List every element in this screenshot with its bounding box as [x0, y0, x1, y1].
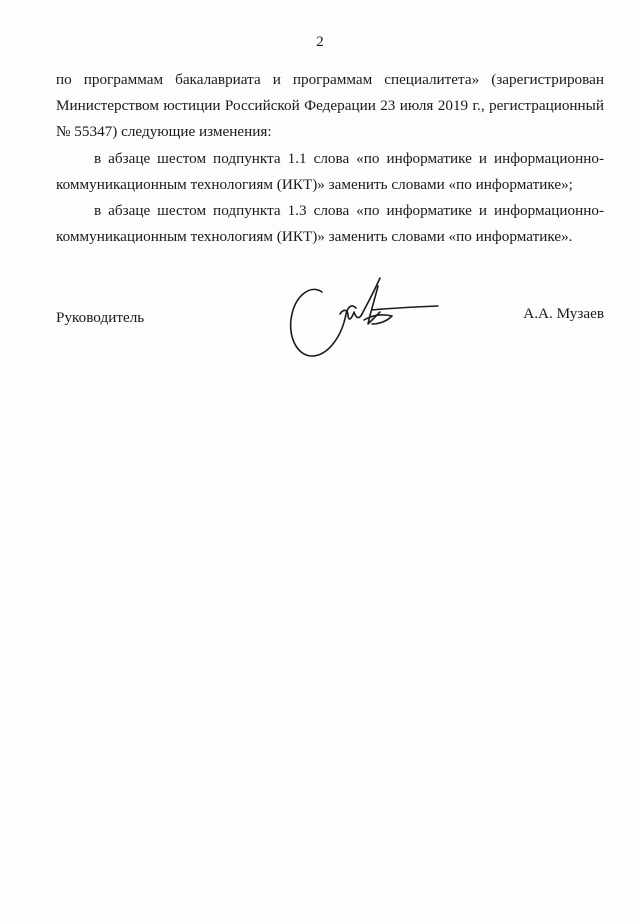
signature-block [0, 270, 640, 380]
paragraph-line: № 55347) следующие изменения: [56, 123, 272, 140]
paragraph-intro [56, 67, 604, 145]
paragraph-amendment-2 [56, 198, 604, 250]
signer-role: Руководитель [56, 309, 145, 326]
signer-name: А.А. Музаев [523, 305, 604, 322]
paragraph-line: коммуникационным технологиям (ИКТ)» заменить словами «по информатике». [56, 228, 573, 245]
paragraph-line: коммуникационным технологиям (ИКТ)» заменить словами «по информатике»; [56, 176, 573, 193]
paragraph-line: в абзаце шестом подпункта 1.3 слова «по информатике и информационно- [94, 202, 604, 219]
page-number: 2 [316, 34, 324, 50]
paragraph-amendment-1 [56, 146, 604, 198]
paragraph-line: в абзаце шестом подпункта 1.1 слова «по информатике и информационно- [94, 150, 604, 167]
paragraph-line: по программам бакалавриата и программам специалитета» (зарегистрирован [56, 71, 604, 88]
paragraph-line: Министерством юстиции Российской Федерации 23 июля 2019 г., регистрационный [56, 97, 604, 114]
handwritten-signature [282, 270, 447, 365]
